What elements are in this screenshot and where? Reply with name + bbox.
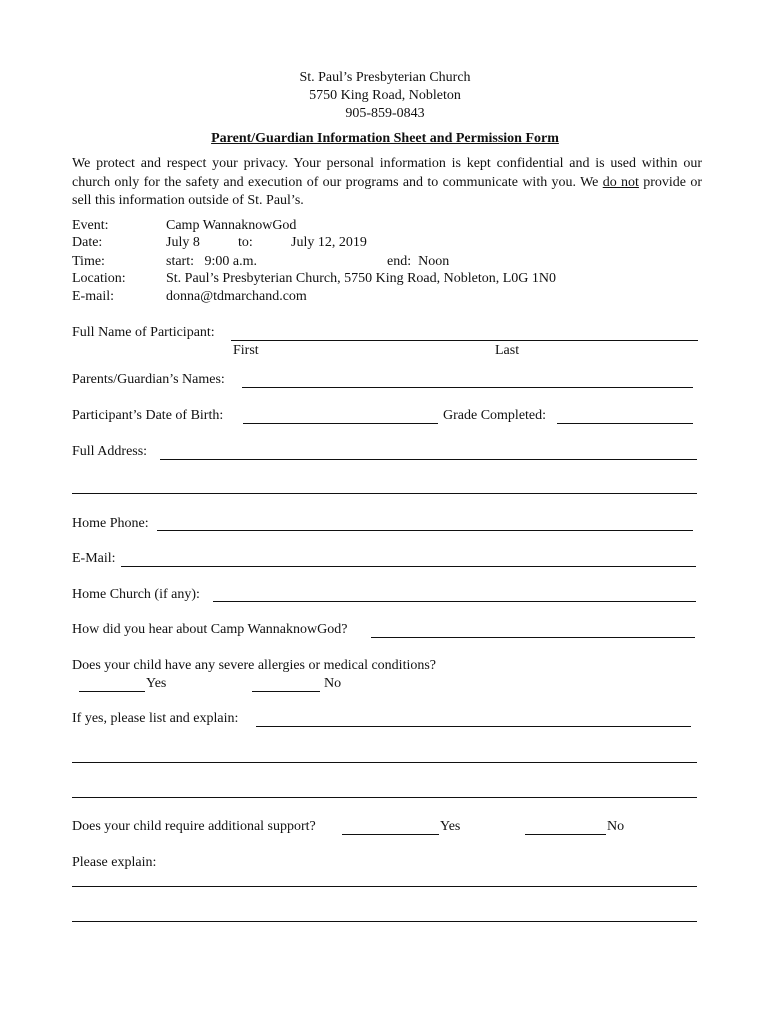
hear-about-label: How did you hear about Camp WannaknowGod?: [72, 622, 348, 637]
home-church-field[interactable]: [213, 601, 696, 602]
if-yes-field-line-2[interactable]: [72, 762, 697, 763]
allergies-yes-blank[interactable]: [79, 691, 145, 692]
support-question: Does your child require additional support?: [72, 819, 316, 834]
privacy-text-2: provide or sell this information outside of St. Paul’s.: [72, 174, 703, 208]
address-field-line-2[interactable]: [72, 493, 697, 494]
email-field[interactable]: [121, 566, 696, 567]
form-title: Parent/Guardian Information Sheet and Permission Form: [211, 131, 559, 146]
home-phone-label: Home Phone:: [72, 516, 149, 531]
parents-field[interactable]: [242, 387, 693, 388]
email-field-label: E-Mail:: [72, 551, 116, 566]
event-value: Camp WannaknowGod: [166, 218, 297, 233]
if-yes-field-line-3[interactable]: [72, 797, 697, 798]
church-name: St. Paul’s Presbyterian Church: [299, 70, 471, 85]
date-start: July 8: [166, 235, 200, 250]
support-yes-blank[interactable]: [342, 834, 439, 835]
allergies-no-blank[interactable]: [252, 691, 320, 692]
location-label: Location:: [72, 271, 126, 286]
home-church-label: Home Church (if any):: [72, 587, 200, 602]
if-yes-label: If yes, please list and explain:: [72, 711, 239, 726]
allergies-question: Does your child have any severe allergies or medical conditions?: [72, 658, 437, 673]
support-no-blank[interactable]: [525, 834, 606, 835]
privacy-statement: [72, 155, 702, 211]
grade-label: Grade Completed:: [443, 408, 547, 423]
church-phone: 905-859-0843: [345, 106, 425, 121]
event-label: Event:: [72, 218, 109, 233]
email-label: E-mail:: [72, 289, 114, 304]
grade-field[interactable]: [557, 423, 693, 424]
church-header: [0, 69, 770, 123]
privacy-emphasis: do not: [602, 174, 639, 190]
last-name-caption: Last: [495, 343, 520, 358]
dob-label: Participant’s Date of Birth:: [72, 408, 224, 423]
date-end: July 12, 2019: [291, 235, 367, 250]
full-name-label: Full Name of Participant:: [72, 325, 215, 340]
parents-label: Parents/Guardian’s Names:: [72, 372, 225, 387]
support-no-label: No: [607, 819, 625, 834]
address-field-line-1[interactable]: [160, 459, 697, 460]
privacy-text-1: We protect and respect your privacy. Your personal information is kept confidential and is used within our church only for the safety and execution of our programs and to communicate with you. We: [72, 156, 702, 190]
home-phone-field[interactable]: [157, 530, 693, 531]
please-explain-label: Please explain:: [72, 855, 157, 870]
church-address: 5750 King Road, Nobleton: [309, 88, 461, 103]
address-label: Full Address:: [72, 444, 148, 459]
explain-field-line-2[interactable]: [72, 921, 697, 922]
if-yes-field-line-1[interactable]: [256, 726, 691, 727]
explain-field-line-1[interactable]: [72, 886, 697, 887]
date-to: to:: [238, 235, 253, 250]
time-end: end: Noon: [387, 254, 450, 269]
full-name-field[interactable]: [231, 340, 698, 341]
location-value: St. Paul’s Presbyterian Church, 5750 King Road, Nobleton, L0G 1N0: [166, 271, 557, 286]
time-label: Time:: [72, 254, 105, 269]
allergies-no-label: No: [324, 676, 342, 691]
dob-field[interactable]: [243, 423, 438, 424]
hear-about-field[interactable]: [371, 637, 695, 638]
email-value: donna@tdmarchand.com: [166, 289, 307, 304]
allergies-yes-label: Yes: [146, 676, 167, 691]
time-start: start: 9:00 a.m.: [166, 254, 257, 269]
support-yes-label: Yes: [440, 819, 461, 834]
first-name-caption: First: [233, 343, 259, 358]
date-label: Date:: [72, 235, 103, 250]
